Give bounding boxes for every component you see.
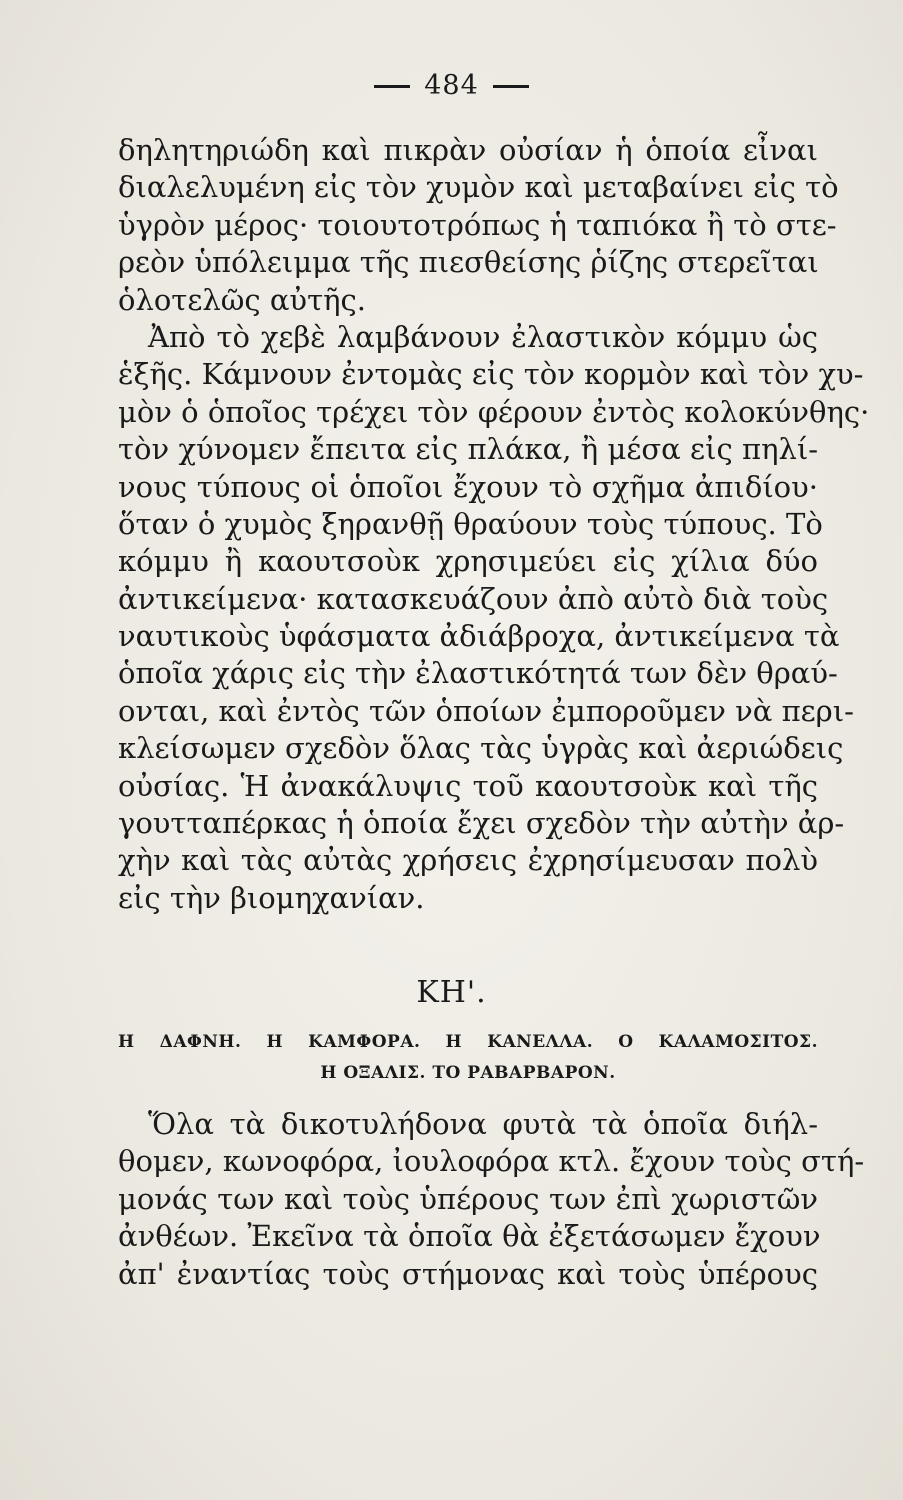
text-line: θομεν, κωνοφόρα, ἰουλοφόρα κτλ. ἔχουν τοὺς στή- xyxy=(118,1144,865,1179)
text-line: ὅταν ὁ χυμὸς ξηρανθῇ θραύουν τοὺς τύπους. Τὸ xyxy=(118,506,823,541)
text-line: ὑγρὸν μέρος· τοιουτοτρόπως ἡ ταπιόκα ἢ τὸ στε- xyxy=(118,207,837,242)
text-line: Ὅλα τὰ δικοτυλήδονα φυτὰ τὰ ὁποῖα διήλ- xyxy=(148,1107,818,1141)
text-line: ἑξῆς. Κάμνουν ἐντομὰς εἰς τὸν κορμὸν καὶ τὸν χυ- xyxy=(118,357,864,392)
text-line: ρεὸν ὑπόλειμμα τῆς πιεσθείσης ῥίζης στερεῖται xyxy=(118,245,819,280)
text-line: ἀπ' ἐναντίας τοὺς στήμονας καὶ τοὺς ὑπέρους xyxy=(118,1256,818,1291)
text-line: ὁποῖα χάρις εἰς τὴν ἐλαστικότητά των δὲν θραύ- xyxy=(118,656,838,691)
text-line: ὁλοτελῶς αὐτῆς. xyxy=(118,282,366,317)
text-line: γουτταπέρκας ἡ ὁποία ἔχει σχεδὸν τὴν αὐτὴν ἀρ- xyxy=(118,806,845,841)
text-line: τὸν χύνομεν ἔπειτα εἰς πλάκα, ἢ μέσα εἰς πηλί- xyxy=(118,432,818,467)
section-title-line2: Η ΟΞΑΛΙΣ. ΤΟ ΡΑΒΑΡΒΑΡΟΝ. xyxy=(320,1063,616,1083)
text-line: διαλελυμένη εἰς τὸν χυμὸν καὶ μεταβαίνει εἰς τὸ xyxy=(118,170,839,205)
header-dash-left xyxy=(374,85,410,88)
text-line: δηλητηριώδη καὶ πικρὰν οὐσίαν ἡ ὁποία εἶναι xyxy=(118,133,818,167)
text-line: οὐσίας. Ἡ ἀνακάλυψις τοῦ καουτσοὺκ καὶ τῆς xyxy=(118,768,818,803)
text-line: μὸν ὁ ὁποῖος τρέχει τὸν φέρουν ἐντὸς κολοκύνθης· xyxy=(118,394,870,429)
text-line: ἀνθέων. Ἐκεῖνα τὰ ὁποῖα θὰ ἐξετάσωμεν ἔχουν xyxy=(118,1219,821,1254)
body-text-bottom xyxy=(118,1106,865,1293)
body-text-top xyxy=(118,132,870,917)
text-line: ἀντικείμενα· κατασκευάζουν ἀπὸ αὐτὸ διὰ τοὺς xyxy=(118,581,829,616)
text-line: κλείσωμεν σχεδὸν ὅλας τὰς ὑγρὰς καὶ ἀεριώδεις xyxy=(118,731,844,766)
header-dash-right xyxy=(493,85,529,88)
section-number: ΚΗ'. xyxy=(416,975,487,1010)
page-number: 484 xyxy=(424,70,479,101)
text-line: κόμμυ ἢ καουτσοὺκ χρησιμεύει εἰς χίλια δύο xyxy=(118,544,818,579)
text-line: εἰς τὴν βιομηχανίαν. xyxy=(118,880,425,915)
text-line: ονται, καὶ ἐντὸς τῶν ὁποίων ἐμποροῦμεν νὰ περι- xyxy=(118,693,854,728)
text-line: χὴν καὶ τὰς αὐτὰς χρήσεις ἐχρησίμευσαν πολὺ xyxy=(118,843,818,878)
text-line: Ἀπὸ τὸ χεβὲ λαμβάνουν ἐλαστικὸν κόμμυ ὡς xyxy=(148,319,818,354)
page-header xyxy=(0,70,903,101)
text-line: ναυτικοὺς ὑφάσματα ἀδιάβροχα, ἀντικείμενα τὰ xyxy=(118,619,840,654)
text-line: νους τύπους οἱ ὁποῖοι ἔχουν τὸ σχῆμα ἀπιδίου· xyxy=(118,469,818,504)
section-title-line1: Η ΔΑΦΝΗ. Η ΚΑΜΦΟΡΑ. Η ΚΑΝΕΛΛΑ. Ο ΚΑΛΑΜΟΣΙΤΟΣ. xyxy=(118,1032,818,1052)
text-line: μονάς των καὶ τοὺς ὑπέρους των ἐπὶ χωριστῶν xyxy=(118,1181,818,1216)
